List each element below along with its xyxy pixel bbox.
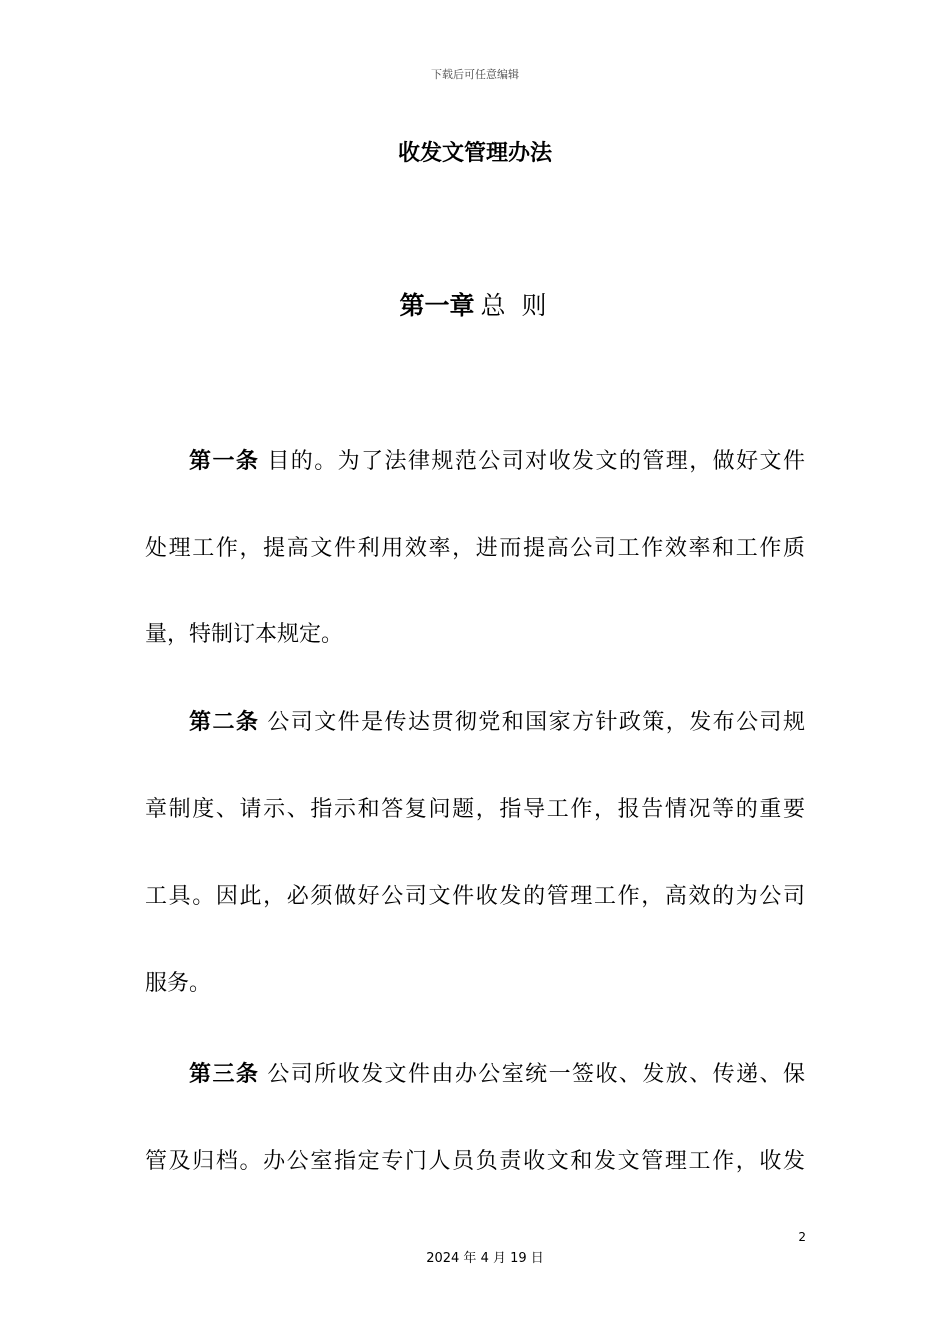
chapter-label: 第一章 (399, 291, 475, 320)
page-header-note: 下载后可任意编辑 (431, 68, 519, 81)
chapter-heading (0, 286, 950, 322)
article-3-line-1 (189, 1060, 805, 1090)
article-3-text-1: 公司所收发文件由办公室统一签收、发放、传递、保 (267, 1062, 805, 1087)
article-2-line-4: 服务。 (145, 971, 212, 996)
article-2-text-1: 公司文件是传达贯彻党和国家方针政策，发布公司规 (267, 710, 805, 735)
chapter-name: 总 则 (480, 291, 551, 320)
article-2-label: 第二条 (189, 710, 260, 735)
article-2-line-3: 工具。因此，必须做好公司文件收发的管理工作，高效的为公司 (145, 884, 805, 909)
page-number: 2 (798, 1230, 806, 1244)
article-3-label: 第三条 (189, 1062, 260, 1087)
article-1-line-3: 量，特制订本规定。 (145, 622, 344, 647)
document-title: 收发文管理办法 (397, 141, 552, 166)
article-2-line-2: 章制度、请示、指示和答复问题，指导工作，报告情况等的重要 (145, 797, 805, 822)
article-1-line-1 (189, 447, 805, 477)
article-1-line-2: 处理工作，提高文件利用效率，进而提高公司工作效率和工作质 (145, 536, 805, 561)
article-1-text-1: 目的。为了法律规范公司对收发文的管理，做好文件 (267, 449, 805, 474)
footer-date: 2024 年 4 月 19 日 (426, 1251, 544, 1266)
article-1-label: 第一条 (189, 449, 260, 474)
article-3-line-2: 管及归档。办公室指定专门人员负责收文和发文管理工作，收发 (145, 1149, 805, 1174)
article-2-line-1 (189, 708, 805, 738)
